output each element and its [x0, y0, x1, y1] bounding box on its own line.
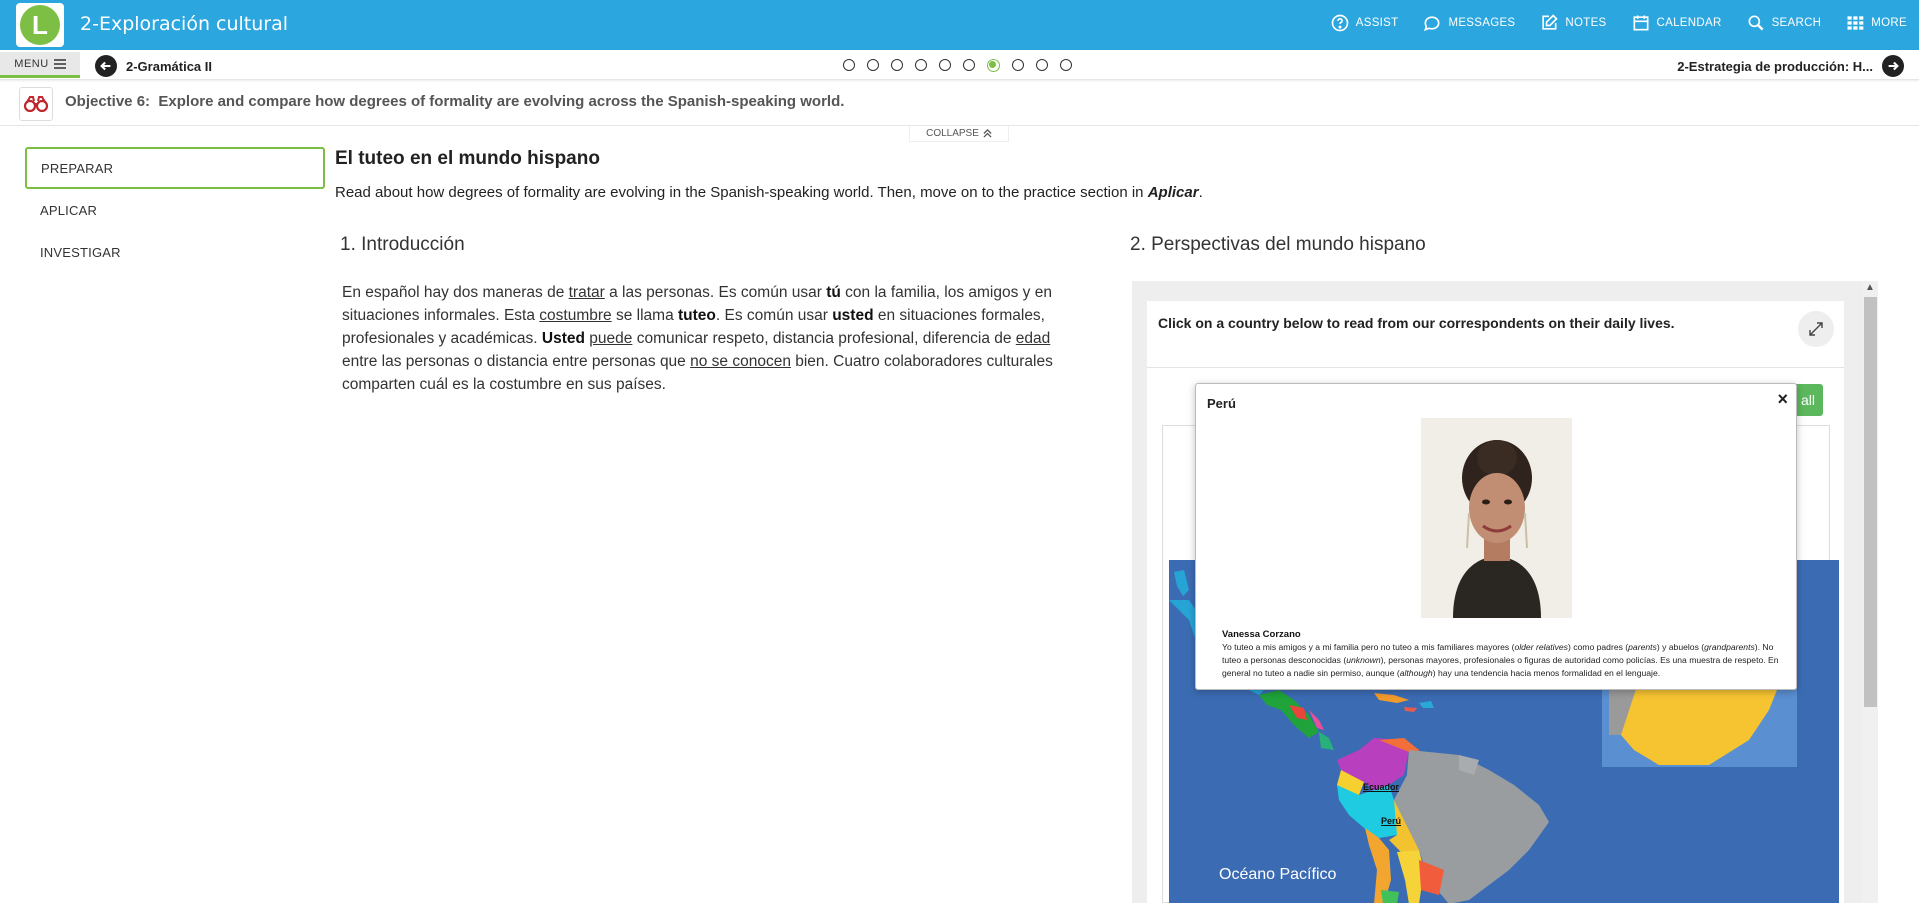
activity-navbar	[0, 50, 1919, 80]
popup-title: Perú	[1207, 396, 1236, 411]
vocab-link-tratar[interactable]: tratar	[568, 284, 605, 301]
hamburger-icon	[54, 59, 66, 69]
progress-dot-4[interactable]	[915, 59, 927, 71]
page-title: El tuteo en el mundo hispano	[335, 148, 600, 169]
progress-dot-2[interactable]	[867, 59, 879, 71]
nav-item-aplicar[interactable]: APLICAR	[40, 202, 98, 218]
logo-letter: L	[20, 5, 60, 45]
more-label: MORE	[1871, 17, 1907, 29]
calendar-icon	[1631, 13, 1651, 33]
gloss: grandparents	[1704, 642, 1755, 652]
instructions-emphasis: Aplicar	[1147, 184, 1199, 201]
progress-dot-9[interactable]	[1036, 59, 1048, 71]
gloss: older relatives	[1514, 642, 1568, 652]
messages-label: MESSAGES	[1448, 17, 1516, 29]
vocab-link-edad[interactable]: edad	[1015, 330, 1051, 347]
text-run: se llama	[611, 307, 679, 324]
bold-term-usted-2: Usted	[541, 330, 585, 347]
objective-text	[65, 93, 844, 110]
section-2-title: 2. Perspectivas del mundo hispano	[1130, 234, 1426, 255]
instructions-text: Read about how degrees of formality are evolving in the Spanish-speaking world. Then, move on to the practice section in	[335, 184, 1148, 201]
chevron-up-double-icon	[983, 129, 992, 138]
progress-dot-6[interactable]	[963, 59, 975, 71]
text-run: ) hay una tendencia hacia menos formalidad en el lenguaje.	[1432, 668, 1661, 678]
expand-button[interactable]	[1798, 311, 1834, 347]
help-circle-icon	[1330, 13, 1350, 33]
objective-label: Objective 6:	[65, 93, 151, 110]
gloss: although	[1399, 668, 1433, 678]
text-run: comunicar respeto, distancia profesional, diferencia de	[632, 330, 1016, 347]
assist-button[interactable]	[1330, 13, 1399, 33]
progress-dots	[843, 59, 1072, 72]
divider	[1147, 367, 1844, 368]
correspondent-text	[1222, 641, 1784, 680]
top-actions	[1330, 13, 1907, 33]
search-icon	[1746, 13, 1766, 33]
expand-icon	[1808, 321, 1824, 337]
gloss: parents	[1628, 642, 1657, 652]
app-logo[interactable]	[16, 3, 64, 47]
text-run: Yo tuteo a mis amigos y a mi familia pero no tuteo a mis familiares mayores (	[1222, 642, 1515, 652]
progress-dot-10[interactable]	[1060, 59, 1072, 71]
objective-description: Explore and compare how degrees of formality are evolving across the Spanish-speaking world.	[158, 93, 845, 110]
progress-dot-1[interactable]	[843, 59, 855, 71]
collapse-label: COLLAPSE	[926, 128, 979, 139]
menu-button[interactable]	[0, 52, 80, 78]
map-instructions: Click on a country below to read from our correspondents on their daily lives.	[1158, 315, 1675, 331]
correspondent-photo	[1421, 418, 1572, 618]
bold-term-usted: usted	[832, 307, 874, 324]
calendar-label: CALENDAR	[1656, 17, 1722, 29]
text-run: . Es común usar	[715, 307, 833, 324]
text-run: bien. Cuatro colaboradores culturales comparten cuál es la costumbre en sus países.	[342, 353, 1053, 393]
arrow-right-icon	[1882, 55, 1904, 77]
arrow-left-icon	[95, 55, 117, 77]
vocab-link-no-se-conocen[interactable]: no se conocen	[690, 353, 791, 370]
app-title: 2-Exploración cultural	[80, 13, 289, 35]
progress-dot-7-current[interactable]	[987, 59, 1000, 72]
grid-icon	[1845, 13, 1865, 33]
menu-label: MENU	[14, 57, 49, 70]
text-run: ), personas mayores, profesionales o figuras de autoridad como policías. Es una muestra de respeto. En general no tuteo a nadie sin permiso, aunque (	[1222, 655, 1779, 678]
nav-item-investigar[interactable]: INVESTIGAR	[40, 244, 121, 260]
text-run: a las personas. Es común usar	[604, 284, 827, 301]
top-bar	[0, 0, 1919, 50]
previous-activity-label: 2-Gramática II	[126, 58, 212, 74]
map-label-ecuador[interactable]: Ecuador	[1363, 782, 1400, 792]
bold-term-tuteo: tuteo	[678, 307, 716, 324]
map-label-ocean: Océano Pacífico	[1219, 866, 1337, 883]
notes-label: NOTES	[1565, 17, 1607, 29]
text-run: En español hay dos maneras de	[342, 284, 569, 301]
vocab-link-puede[interactable]: puede	[589, 330, 633, 347]
page-instructions	[335, 184, 1203, 201]
objective-bar	[0, 81, 1919, 126]
progress-dot-5[interactable]	[939, 59, 951, 71]
country-popup	[1195, 383, 1797, 690]
edit-note-icon	[1539, 13, 1559, 33]
section-1-body	[342, 281, 1082, 396]
text-run: con la familia, los amigos y en situaciones informales. Esta	[342, 284, 1052, 324]
section-nav	[25, 147, 325, 273]
text-run: ). No tuteo a personas desconocidas (	[1222, 642, 1774, 665]
section-1-title: 1. Introducción	[340, 234, 465, 255]
text-run: en situaciones formales, profesionales y académicas.	[342, 307, 1045, 347]
text-run: ) y abuelos (	[1656, 642, 1705, 652]
collapse-button[interactable]	[909, 126, 1009, 142]
text-run: entre las personas o distancia entre personas que	[342, 353, 691, 370]
text-run: ) como padres (	[1567, 642, 1629, 652]
scroll-thumb[interactable]	[1864, 297, 1877, 707]
binoculars-icon	[19, 87, 53, 121]
assist-label: ASSIST	[1355, 17, 1399, 29]
progress-dot-8[interactable]	[1012, 59, 1024, 71]
calendar-button[interactable]	[1631, 13, 1722, 33]
show-all-button[interactable]: all	[1783, 384, 1823, 416]
widget-scrollbar[interactable]	[1862, 281, 1878, 903]
correspondent-name: Vanessa Corzano	[1222, 629, 1301, 640]
next-activity-link[interactable]	[1677, 55, 1904, 77]
map-label-peru[interactable]: Perú	[1381, 816, 1402, 826]
progress-dot-3[interactable]	[891, 59, 903, 71]
next-activity-label: 2-Estrategia de producción: H...	[1677, 58, 1873, 74]
bold-term-tu: tú	[826, 284, 841, 301]
popup-close-button[interactable]: ×	[1777, 389, 1788, 409]
notes-button[interactable]	[1539, 13, 1606, 33]
messages-button[interactable]	[1422, 13, 1515, 33]
search-label: SEARCH	[1771, 17, 1822, 29]
chat-bubble-icon	[1422, 13, 1442, 33]
previous-activity-link[interactable]	[95, 55, 212, 77]
nav-item-preparar[interactable]: PREPARAR	[25, 147, 325, 189]
instructions-end: .	[1198, 184, 1203, 201]
search-button[interactable]	[1746, 13, 1822, 33]
gloss: unknown	[1346, 655, 1381, 665]
vocab-link-costumbre[interactable]: costumbre	[539, 307, 612, 324]
more-button[interactable]	[1845, 13, 1907, 33]
scroll-up-arrow-icon[interactable]: ▲	[1865, 282, 1875, 293]
